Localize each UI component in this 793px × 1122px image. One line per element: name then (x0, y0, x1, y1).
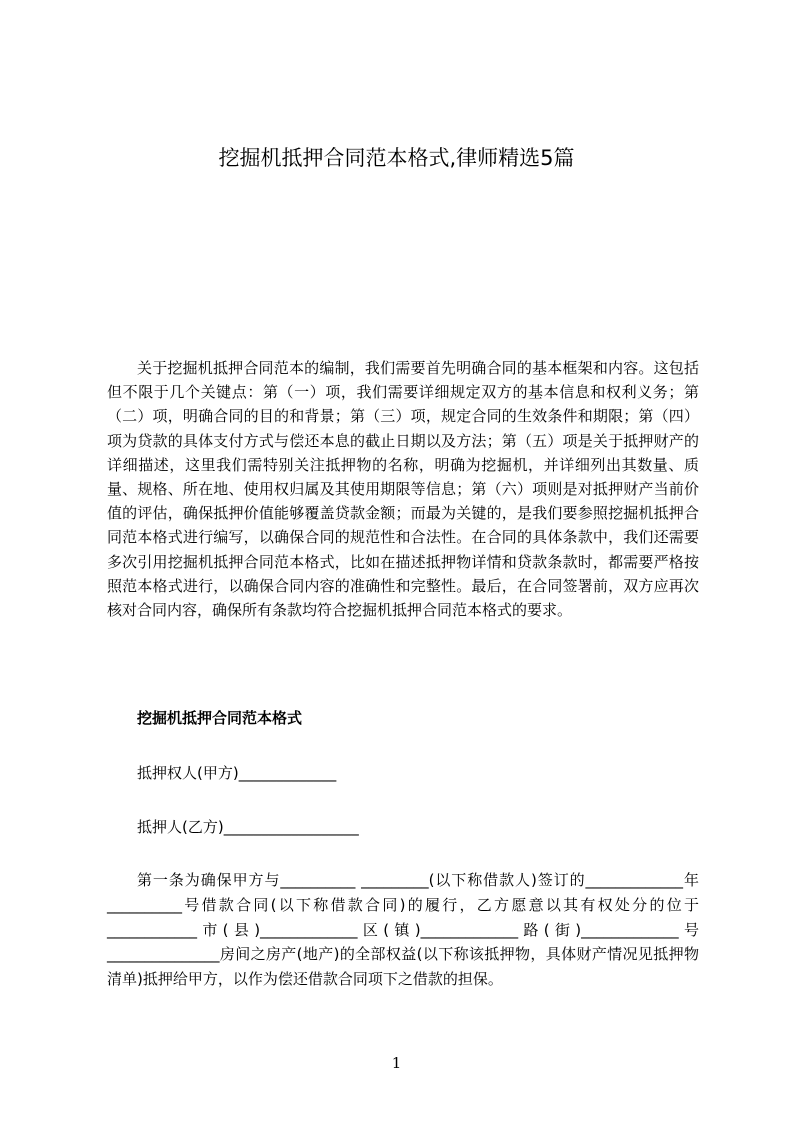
intro-paragraph: 关于挖掘机抵押合同范本的编制，我们需要首先明确合同的基本框架和内容。这包括但不限于几个关键点：第（一）项，我们需要详细规定双方的基本信息和权利义务；第（二）项，明确合同的目的和背景；第（三）项，规定合同的生效条件和期限；第（四）项为贷款的具体支付方式与偿还本息的截止日期以及方法；第（五）项是关于抵押财产的详细描述，这里我们需特别关注抵押物的名称，明确为挖掘机，并详细列出其数量、质量、规格、所在地、使用权归属及其使用期限等信息；第（六）项则是对抵押财产当前价值的评估，确保抵押价值能够覆盖贷款金额；而最为关键的，是我们要参照挖掘机抵押合同范本格式进行编写，以确保合同的规范性和合法性。在合同的具体条款中，我们还需要多次引用挖掘机抵押合同范本格式，比如在描述抵押物详情和贷款条款时，都需要严格按照范本格式进行，以确保合同内容的准确性和完整性。最后，在合同签署前，双方应再次核对合同内容，确保所有条款均符合挖掘机抵押合同范本格式的要求。 (107, 359, 699, 620)
mortgagee-line: 抵押权人(甲方)_____________ (137, 764, 337, 782)
document-title: 挖掘机抵押合同范本格式,律师精选5篇 (218, 146, 575, 170)
clause-one-paragraph: 第一条为确保甲方与__________ _________(以下称借款人)签订的_____________年__________号借款合同(以下称借款合同)的履行，乙方愿意以其有权处分的位于____________市(县)_____________区(镇)_____________路(街)_____________号_______________房间之房产(地产)的全部权益(以下称该抵押物，具体财产情况见抵押物清单)抵押给甲方，以作为偿还借款合同项下之借款的担保。 (107, 871, 699, 989)
section-heading: 挖掘机抵押合同范本格式 (137, 709, 303, 727)
mortgagor-line: 抵押人(乙方)__________________ (137, 818, 359, 836)
page-number: 1 (391, 1054, 402, 1072)
